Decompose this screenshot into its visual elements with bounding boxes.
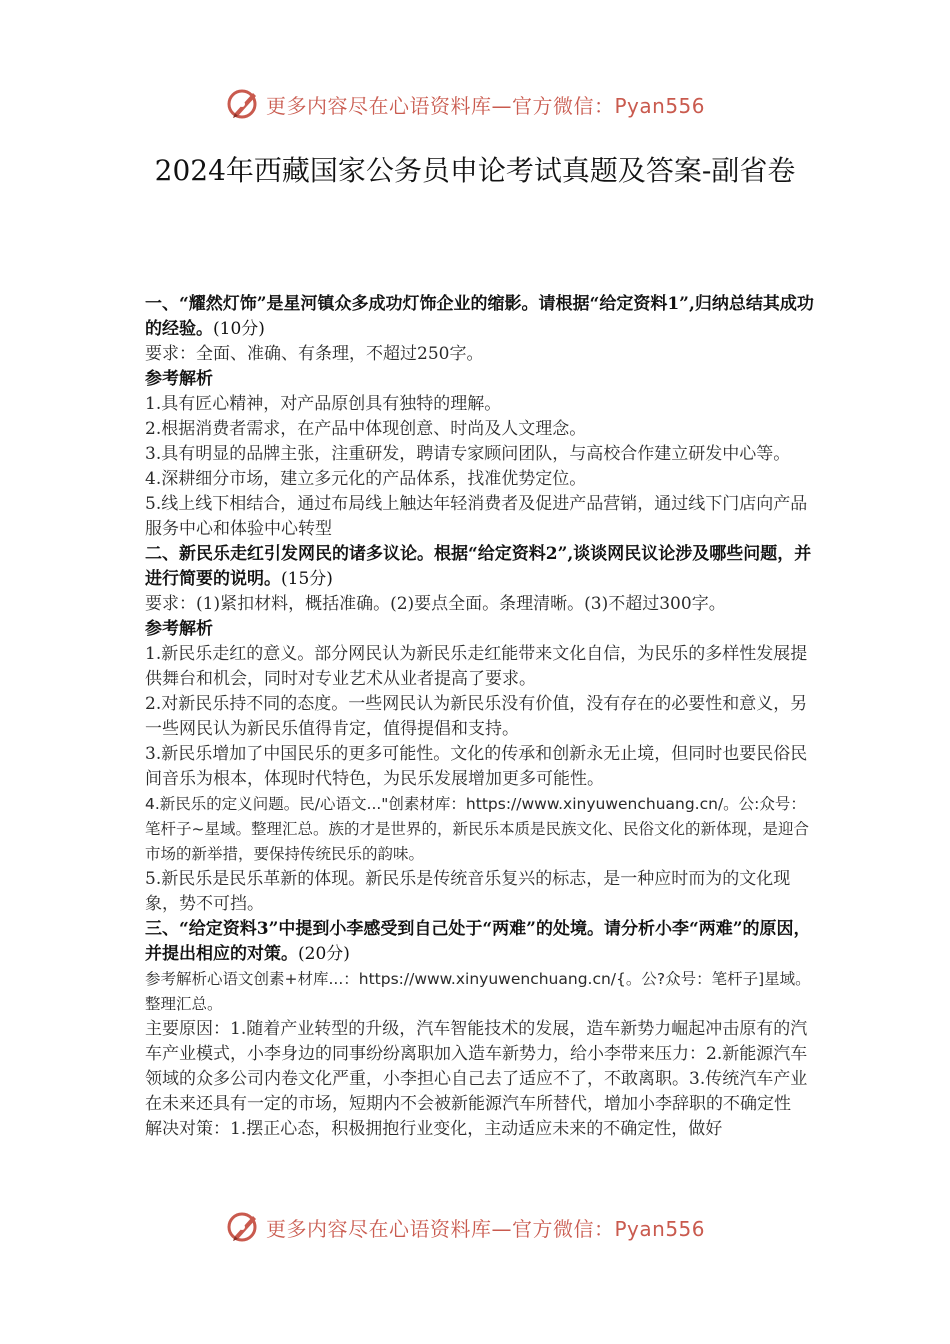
- header-watermark-banner: [226, 84, 746, 124]
- document-title: 2024年西藏国家公务员申论考试真题及答案-副省卷: [154, 154, 796, 187]
- banner-text: 更多内容尽在心语资料库—官方微信：Pyan556: [266, 1216, 706, 1241]
- answer-item: 1.具有匠心精神，对产品原创具有独特的理解。: [145, 394, 502, 414]
- question-1-analysis-label: 参考解析: [145, 369, 213, 389]
- answer-item: 5.新民乐是民乐革新的体现。新民乐是传统音乐复兴的标志，是一种应时而为的文化现象，势不可挡。: [145, 869, 791, 914]
- question-2: [145, 542, 815, 592]
- question-3: [145, 917, 815, 967]
- question-2-text: 二、新民乐走红引发网民的诸多议论。根据“给定资料2”,谈谈网民议论涉及哪些问题，并进行简要的说明。: [145, 544, 812, 589]
- question-1-score: (10分): [213, 319, 265, 339]
- answer-item: 4.新民乐的定义问题。民/心语文..."创素材库：https://www.xinyuwenchuang.cn/。公:众号：笔杆子~星域。整理汇总。族的才是世界的，新民乐本质是民族文化、民俗文化的新体现，是迎合市场的新举措，要保持传统民乐的韵味。: [145, 795, 809, 863]
- question-3-score: (20分): [298, 944, 350, 964]
- question-2-requirement: 要求：(1)紧扣材料，概括准确。(2)要点全面。条理清晰。(3)不超过300字。: [145, 594, 726, 614]
- question-3-analysis-note: 参考解析心语文创素+材库...：https://www.xinyuwenchuang.cn/{。公?众号：笔杆子]星域。整理汇总。: [145, 970, 811, 1013]
- question-1: [145, 292, 815, 342]
- document-body: [145, 292, 815, 1142]
- question-3-text: 三、“给定资料3”中提到小李感受到自己处于“两难”的处境。请分析小李“两难”的原因，并提出相应的对策。: [145, 919, 811, 964]
- footer-watermark-banner: [226, 1207, 746, 1247]
- answer-item: 2.对新民乐持不同的态度。一些网民认为新民乐没有价值，没有存在的必要性和意义，另一些网民认为新民乐值得肯定，值得提倡和支持。: [145, 694, 808, 739]
- answer-item: 5.线上线下相结合，通过布局线上触达年轻消费者及促进产品营销，通过线下门店向产品服务中心和体验中心转型: [145, 494, 808, 539]
- answer-item: 2.根据消费者需求，在产品中体现创意、时尚及人文理念。: [145, 419, 587, 439]
- question-2-score: (15分): [281, 569, 333, 589]
- answer-item: 1.新民乐走红的意义。部分网民认为新民乐走红能带来文化自信，为民乐的多样性发展提供舞台和机会，同时对专业艺术从业者提高了要求。: [145, 644, 808, 689]
- question-3-solutions: 解决对策：1.摆正心态，积极拥抱行业变化，主动适应未来的不确定性，做好: [145, 1119, 723, 1139]
- question-1-requirement: 要求：全面、准确、有条理，不超过250字。: [145, 344, 484, 364]
- pen-logo-icon: [226, 86, 262, 122]
- banner-text: 更多内容尽在心语资料库—官方微信：Pyan556: [266, 93, 706, 118]
- answer-item: 4.深耕细分市场，建立多元化的产品体系，找准优势定位。: [145, 469, 587, 489]
- answer-item: 3.具有明显的品牌主张，注重研发，聘请专家顾问团队，与高校合作建立研发中心等。: [145, 444, 791, 464]
- question-1-text: 一、“耀然灯饰”是星河镇众多成功灯饰企业的缩影。请根据“给定资料1”,归纳总结其成功的经验。: [145, 294, 814, 339]
- question-2-analysis-label: 参考解析: [145, 619, 213, 639]
- answer-item: 3.新民乐增加了中国民乐的更多可能性。文化的传承和创新永无止境，但同时也要民俗民间音乐为根本，体现时代特色，为民乐发展增加更多可能性。: [145, 744, 808, 789]
- question-3-reasons: 主要原因：1.随着产业转型的升级，汽车智能技术的发展，造车新势力崛起冲击原有的汽车产业模式，小李身边的同事纷纷离职加入造车新势力，给小李带来压力：2.新能源汽车领域的众多公司内卷文化严重，小李担心自己去了适应不了，不敢离职。3.传统汽车产业在未来还具有一定的市场，短期内不会被新能源汽车所替代，增加小李辞职的不确定性: [145, 1019, 808, 1114]
- pen-logo-icon: [226, 1209, 262, 1245]
